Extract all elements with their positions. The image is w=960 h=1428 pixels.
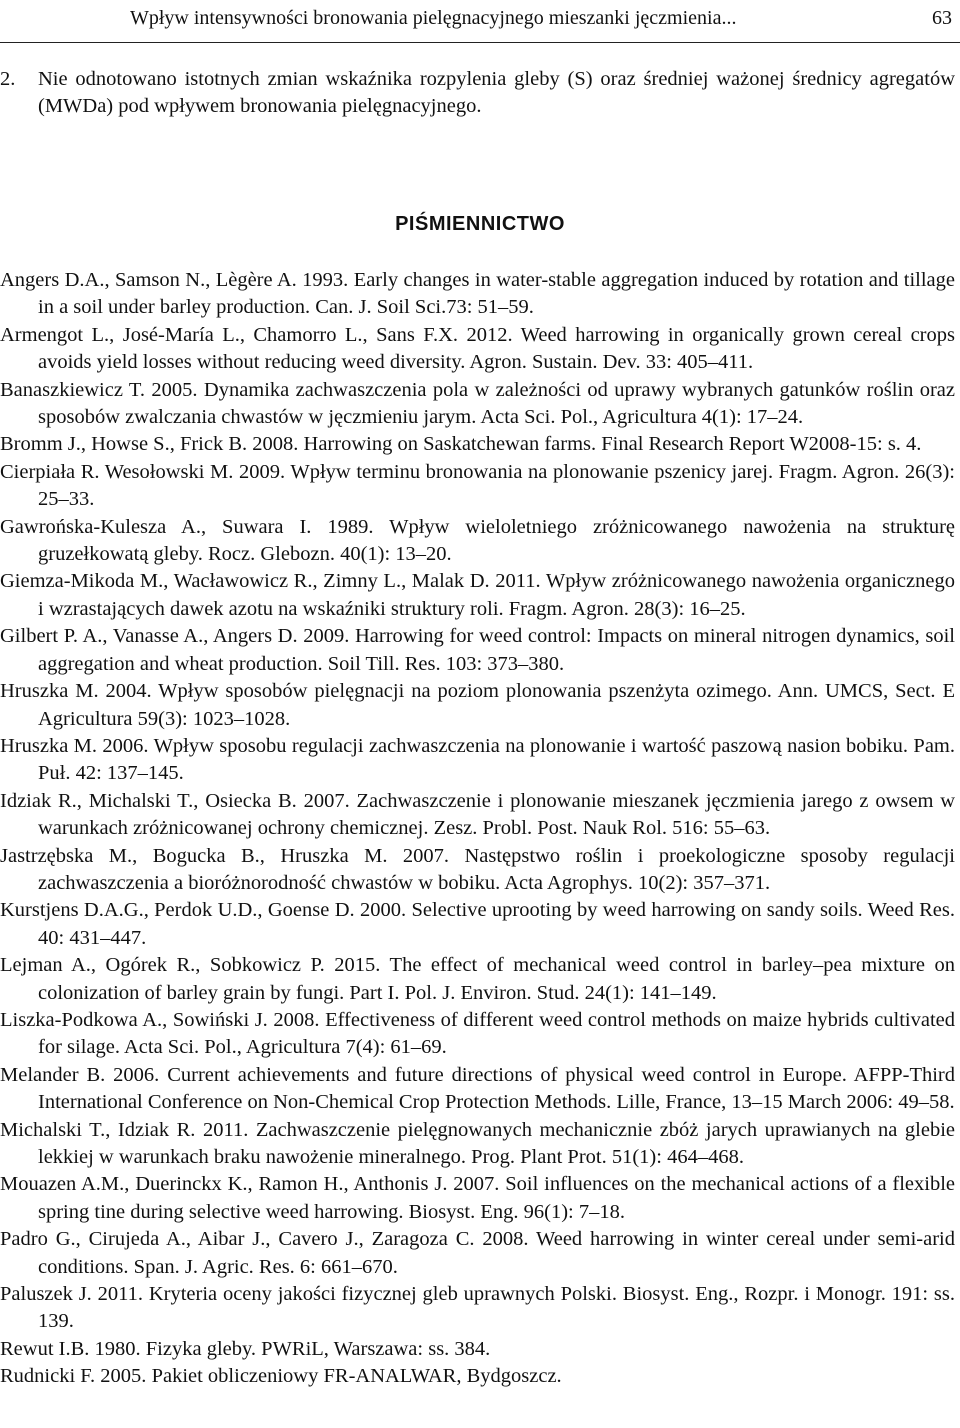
reference-text: Zachwaszczenie i plonowanie mieszanek jęczmienia jarego z owsem w warunkach zróżnicowanej ochrony chemicznej. Zesz. Probl. Post. Nauk Rol. 516: 55–63.: [38, 789, 956, 840]
reference-text: Selective uprooting by weed harrowing on sandy soils. Weed Res. 40: 431–447.: [38, 899, 955, 949]
reference-authors: Rudnicki F. 2005.: [0, 1365, 147, 1388]
reference-item: [0, 568, 955, 623]
reference-text: Kryteria oceny jakości fizycznej gleb uprawnych Polski. Biosyst. Eng., Rozpr. i Monogr. 191: ss. 139.: [38, 1283, 956, 1333]
reference-authors: Padro G., Cirujeda A., Aibar J., Cavero J., Zaragoza C. 2008.: [0, 1228, 529, 1251]
reference-item: [0, 322, 955, 377]
reference-text: Current achievements and future directions of physical weed control in Europe. AFPP-Third International Conference on Non-Chemical Crop Protection Methods. Lille, France, 13–15 March 2006: 49–58.: [38, 1063, 956, 1114]
reference-authors: Bromm J., Howse S., Frick B. 2008.: [0, 433, 299, 456]
reference-item: [0, 459, 955, 514]
running-header: [0, 2, 960, 43]
reference-authors: Paluszek J. 2011.: [0, 1283, 143, 1306]
reference-item: [0, 733, 955, 788]
reference-item: [0, 514, 955, 569]
reference-item: [0, 431, 955, 458]
reference-authors: Giemza-Mikoda M., Wacławowicz R., Zimny L., Malak D. 2011.: [0, 570, 541, 593]
reference-item: [0, 1336, 955, 1363]
reference-text: Effectiveness of different weed control methods on maize hybrids cultivated for silage. Acta Sci. Pol., Agricultura 7(4): 61–69.: [38, 1008, 955, 1059]
reference-authors: Banaszkiewicz T. 2005.: [0, 378, 198, 401]
reference-authors: Rewut I.B. 1980.: [0, 1337, 141, 1360]
reference-text: Fizyka gleby. PWRiL, Warszawa: ss. 384.: [145, 1337, 491, 1360]
conclusion-number: 2.: [0, 68, 16, 90]
reference-text: Zachwaszczenie pielęgnowanych mechanicznie zbóż jarych uprawianych na glebie lekkiej w warunkach braku nawożenie mineralnego. Prog. Plant Prot. 51(1): 464–468.: [38, 1118, 955, 1168]
reference-item: [0, 1117, 955, 1172]
reference-item: [0, 788, 955, 843]
reference-list: [0, 267, 955, 1391]
reference-authors: Mouazen A.M., Duerinckx K., Ramon H., Anthonis J. 2007.: [0, 1173, 500, 1196]
reference-text: Weed harrowing in organically grown cereal crops avoids yield losses without reducing weed diversity. Agron. Sustain. Dev. 33: 405–411.: [38, 323, 955, 374]
reference-authors: Melander B. 2006.: [0, 1063, 160, 1086]
reference-item: [0, 1226, 955, 1281]
reference-item: [0, 678, 955, 733]
reference-text: Wpływ zróżnicowanego nawożenia organicznego i wzrastających dawek azotu na wskaźniki struktury roli. Fragm. Agron. 28(3): 16–25.: [38, 570, 955, 620]
reference-item: [0, 897, 955, 952]
reference-text: Pakiet obliczeniowy FR-ANALWAR, Bydgoszcz.: [151, 1365, 562, 1388]
reference-text: Wpływ sposobów pielęgnacji na poziom plonowania pszenżyta ozimego. Ann. UMCS, Sect. E Agricultura 59(3): 1023–1028.: [38, 680, 955, 730]
reference-text: Następstwo roślin i proekologiczne sposoby regulacji zachwaszczenia a bioróżnorodność chwastów w bobiku. Acta Agrophys. 10(2): 357–371.: [38, 844, 955, 894]
reference-authors: Kurstjens D.A.G., Perdok U.D., Goense D. 2000.: [0, 899, 407, 922]
reference-item: [0, 623, 955, 678]
reference-item: [0, 952, 955, 1007]
reference-text: The effect of mechanical weed control in barley–pea mixture on colonization of barley grain by fungi. Part I. Pol. J. Environ. Stud. 24(1): 141–149.: [38, 954, 956, 1004]
reference-text: Weed harrowing in winter cereal under semi-arid conditions. Span. J. Agric. Res. 6: 661–670.: [38, 1228, 955, 1278]
section-heading: PIŚMIENNICTWO: [395, 213, 565, 235]
reference-text: Early changes in water-stable aggregation induced by rotation and tillage in a soil under barley production. Can. J. Soil Sci.73: 51–59.: [38, 269, 956, 319]
reference-item: [0, 1363, 955, 1390]
reference-item: [0, 843, 955, 898]
conclusion-text: Nie odnotowano istotnych zmian wskaźnika rozpylenia gleby (S) oraz średniej ważonej średnicy agregatów (MWDa) pod wpływem bronowania pielęgnacyjnego.: [38, 68, 955, 117]
reference-authors: Gawrońska-Kulesza A., Suwara I. 1989.: [0, 515, 374, 538]
reference-authors: Liszka-Podkowa A., Sowiński J. 2008.: [0, 1008, 320, 1031]
conclusion-item: [0, 66, 955, 120]
reference-authors: Jastrzębska M., Bogucka B., Hruszka M. 2007.: [0, 844, 450, 867]
reference-text: Harrowing for weed control: Impacts on mineral nitrogen dynamics, soil aggregation and wheat production. Soil Till. Res. 103: 373–380.: [38, 625, 956, 675]
page-number: 63: [932, 7, 952, 29]
reference-text: Soil influences on the mechanical actions of a flexible spring tine during selective weed harrowing. Biosyst. Eng. 96(1): 7–18.: [38, 1173, 956, 1223]
reference-authors: Angers D.A., Samson N., Lègère A. 1993.: [0, 269, 349, 291]
reference-item: [0, 1281, 955, 1336]
reference-authors: Michalski T., Idziak R. 2011.: [0, 1118, 249, 1141]
reference-item: [0, 1007, 955, 1062]
reference-authors: Hruszka M. 2006.: [0, 734, 149, 757]
reference-text: Wpływ sposobu regulacji zachwaszczenia na plonowanie i wartość paszową nasion bobiku. Pam. Puł. 42: 137–145.: [38, 734, 955, 785]
reference-text: Wpływ terminu bronowania na plonowanie pszenicy jarej. Fragm. Agron. 26(3): 25–33.: [38, 460, 955, 511]
reference-item: [0, 1171, 955, 1226]
reference-item: [0, 1062, 955, 1117]
reference-authors: Gilbert P. A., Vanasse A., Angers D. 2009.: [0, 625, 350, 648]
reference-text: Wpływ wieloletniego zróżnicowanego nawożenia na strukturę gruzełkowatą gleby. Rocz. Glebozn. 40(1): 13–20.: [38, 515, 955, 566]
reference-authors: Cierpiała R. Wesołowski M. 2009.: [0, 460, 286, 483]
reference-authors: Hruszka M. 2004.: [0, 680, 152, 703]
reference-item: [0, 267, 955, 322]
reference-item: [0, 377, 955, 432]
reference-text: Dynamika zachwaszczenia pola w zależności od uprawy wybranych gatunków roślin oraz sposobów zwalczania chwastów w jęczmieniu jarym. Acta Sci. Pol., Agricultura 4(1): 17–24.: [38, 378, 956, 429]
reference-text: Harrowing on Saskatchewan farms. Final Research Report W2008-15: s. 4.: [303, 433, 922, 456]
reference-authors: Armengot L., José-María L., Chamorro L., Sans F.X. 2012.: [0, 323, 513, 346]
reference-authors: Lejman A., Ogórek R., Sobkowicz P. 2015.: [0, 954, 381, 977]
running-title: Wpływ intensywności bronowania pielęgnacyjnego mieszanki jęczmienia...: [130, 7, 737, 29]
reference-authors: Idziak R., Michalski T., Osiecka B. 2007.: [0, 789, 350, 812]
